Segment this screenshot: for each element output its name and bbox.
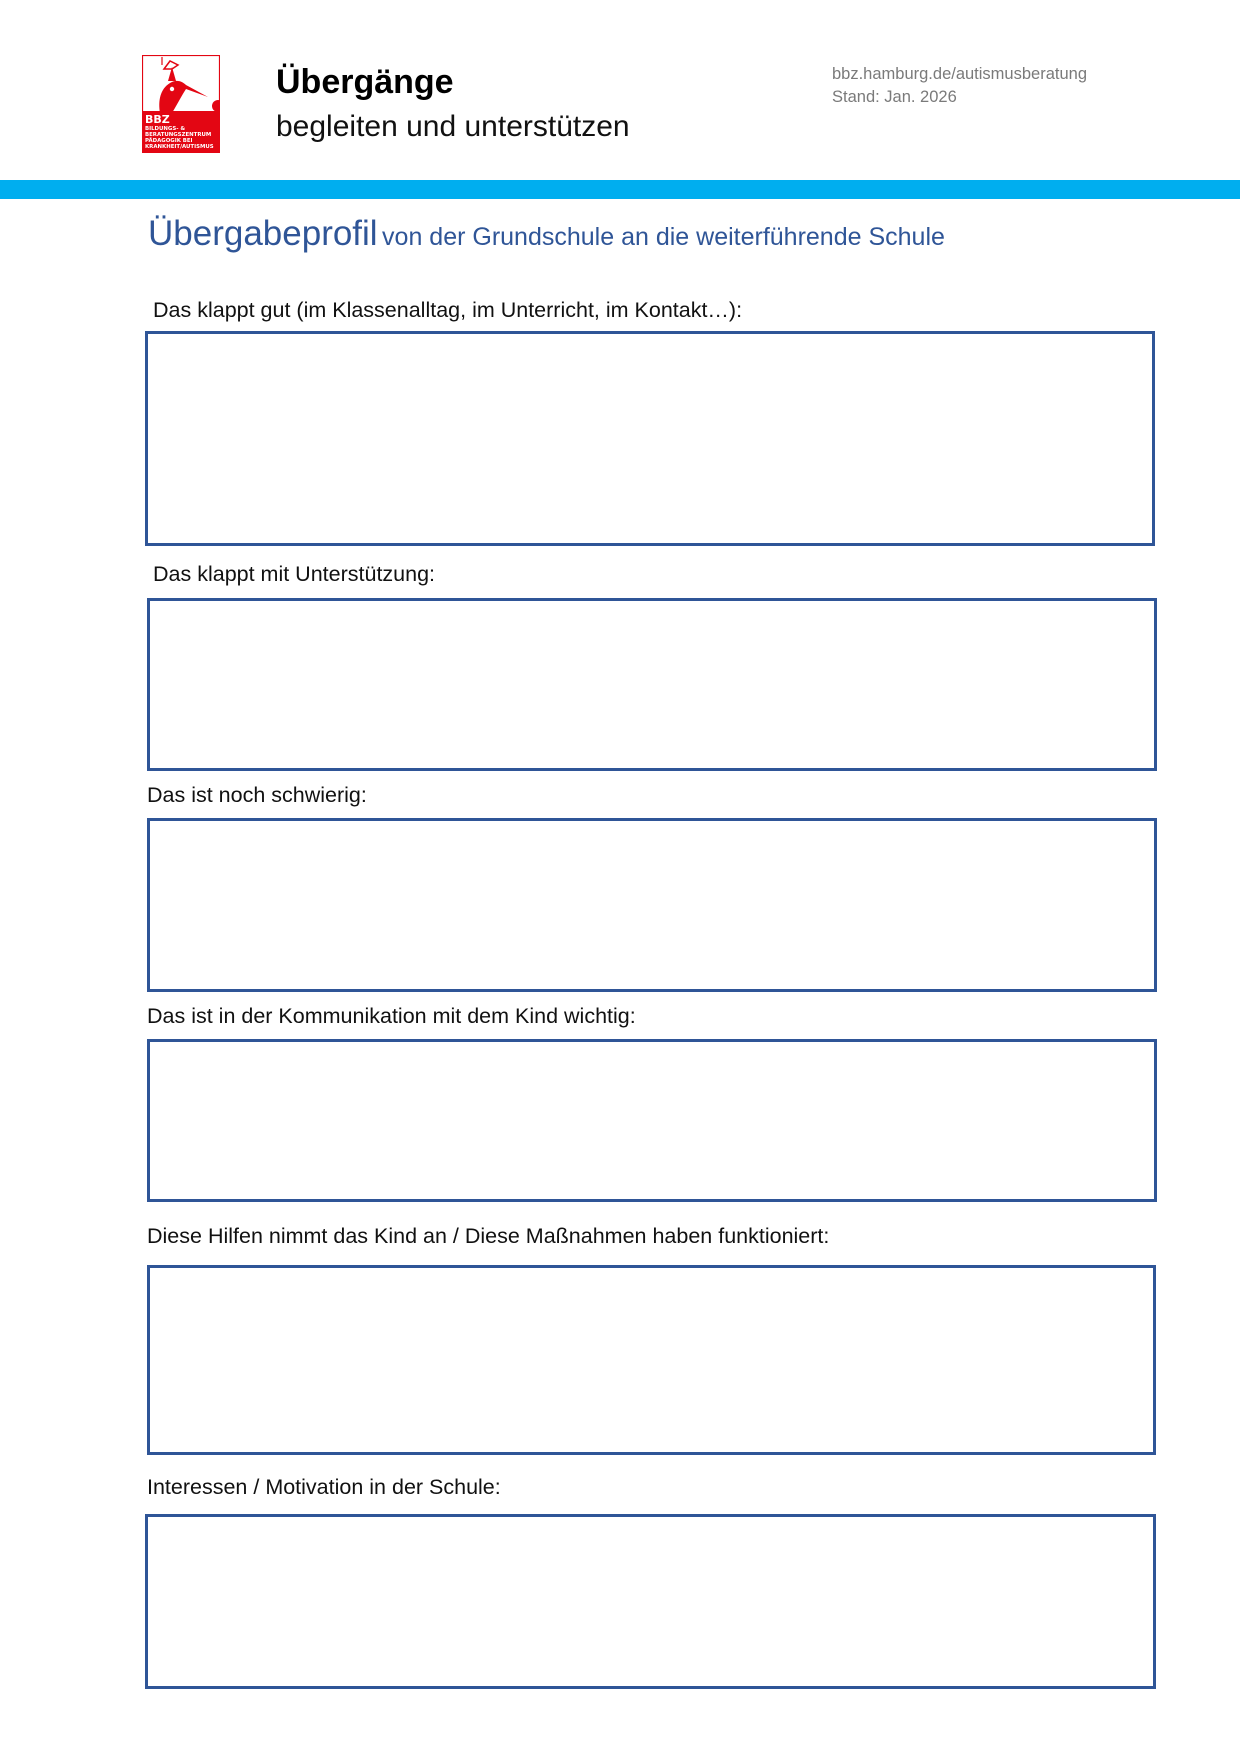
section-label-with-support: Das klappt mit Unterstützung: bbox=[153, 562, 436, 586]
logo-caption-3: PÄDAGOGIK BEI bbox=[145, 138, 193, 144]
section-label-communication: Das ist in der Kommunikation mit dem Kind wichtig: bbox=[147, 1004, 636, 1028]
section-label-works-well: Das klappt gut (im Klassenalltag, im Unterricht, im Kontakt…): bbox=[153, 298, 743, 322]
header-title: Übergänge bbox=[276, 63, 454, 101]
logo-caption-4: KRANKHEIT/AUTISMUS bbox=[145, 144, 214, 150]
logo-caption-2: BERATUNGSZENTRUM bbox=[145, 132, 212, 138]
bbz-logo bbox=[142, 55, 220, 153]
document-title bbox=[148, 214, 945, 254]
section-label-interests: Interessen / Motivation in der Schule: bbox=[147, 1475, 501, 1499]
logo-caption-1: BILDUNGS- & bbox=[145, 126, 186, 132]
logo-letters: BBZ bbox=[145, 113, 170, 126]
section-field-works-well[interactable] bbox=[145, 331, 1155, 546]
section-field-helpful-measures[interactable] bbox=[147, 1265, 1156, 1455]
header-meta bbox=[832, 63, 1087, 109]
header-url: bbz.hamburg.de/autismusberatung bbox=[832, 65, 1087, 83]
section-field-with-support[interactable] bbox=[147, 598, 1157, 771]
header-date: Stand: Jan. 2026 bbox=[832, 88, 957, 106]
document-title-sub: von der Grundschule an die weiterführende Schule bbox=[382, 223, 945, 251]
section-field-still-difficult[interactable] bbox=[147, 818, 1157, 992]
section-field-communication[interactable] bbox=[147, 1039, 1157, 1202]
section-label-helpful-measures: Diese Hilfen nimmt das Kind an / Diese Maßnahmen haben funktioniert: bbox=[147, 1224, 830, 1248]
header-subtitle: begleiten und unterstützen bbox=[276, 110, 630, 143]
accent-band bbox=[0, 180, 1240, 199]
section-field-interests[interactable] bbox=[145, 1514, 1156, 1689]
document-title-main: Übergabeprofil bbox=[148, 214, 378, 253]
section-label-still-difficult: Das ist noch schwierig: bbox=[147, 783, 367, 807]
